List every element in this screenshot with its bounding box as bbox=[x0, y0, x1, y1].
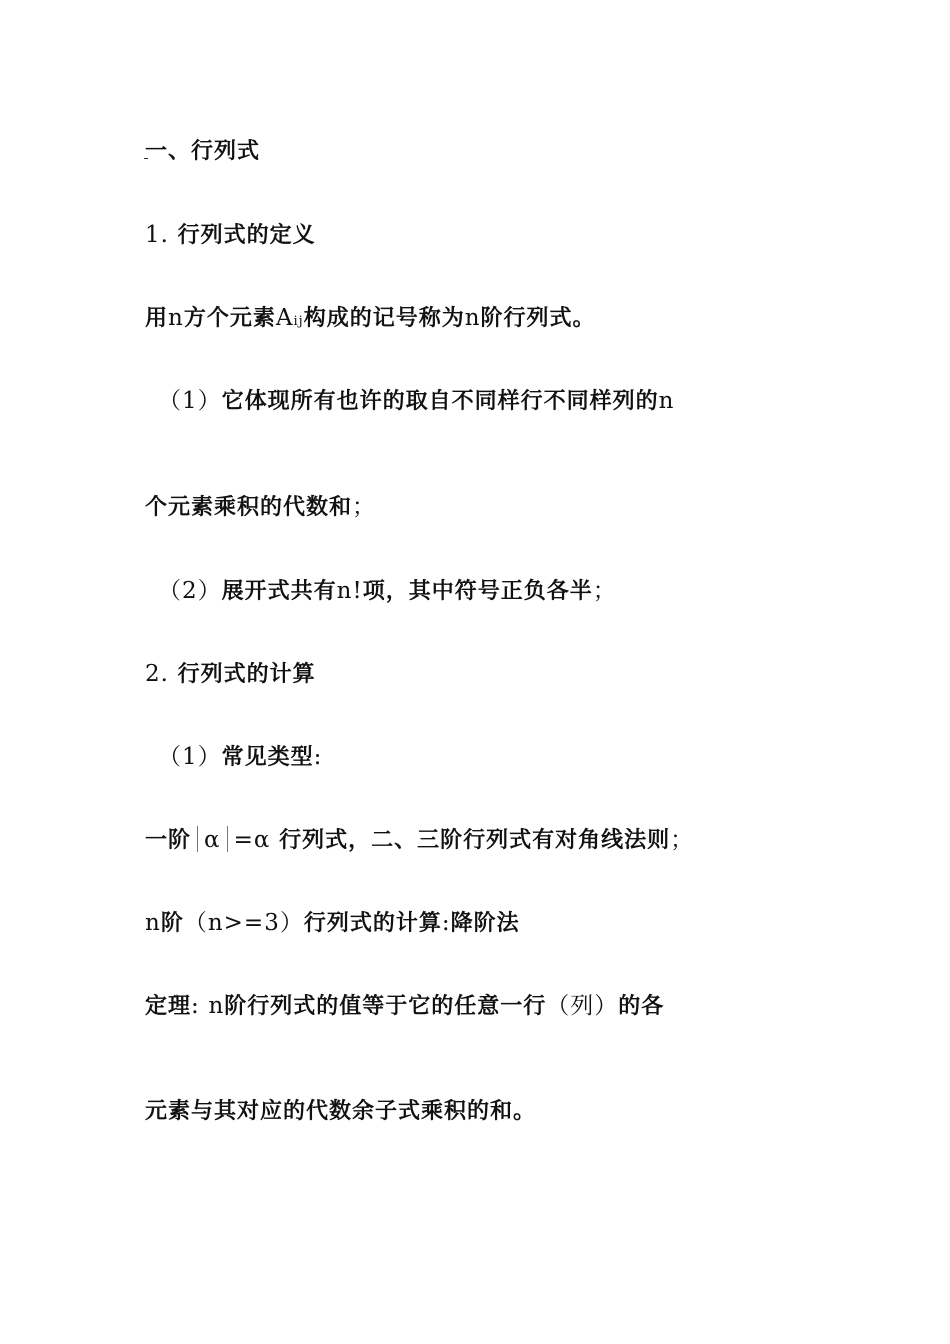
determinant-bar-left bbox=[197, 826, 198, 852]
def-subscript: ij bbox=[293, 314, 304, 329]
theorem-colon: : bbox=[191, 993, 200, 1019]
first-order-text-e: 行列式，二、三阶行列式有对角线法则 bbox=[279, 828, 671, 853]
point-2-text-b: 展开式共有 bbox=[221, 579, 337, 604]
theorem-line bbox=[145, 991, 664, 1022]
def-text-h: 阶行列式。 bbox=[480, 306, 596, 331]
n-order-colon: : bbox=[441, 910, 451, 936]
def-text-c: 方个元素 bbox=[183, 306, 276, 331]
alpha-symbol-2: α bbox=[253, 827, 271, 853]
alpha-symbol: α bbox=[204, 827, 221, 853]
n-order-method: 降阶法 bbox=[450, 911, 520, 936]
point-1-semicolon: ； bbox=[352, 494, 377, 520]
point-2-text-d: 项，其中符号正负各半 bbox=[362, 579, 593, 604]
point-1-continued-text: 个元素乘积的代数和 bbox=[145, 495, 353, 520]
first-order-semicolon: ； bbox=[670, 827, 695, 853]
point-1-line bbox=[158, 386, 674, 417]
heading-text: 一、行列式 bbox=[145, 139, 261, 164]
def-symbol-a: A bbox=[275, 305, 294, 331]
first-order-line bbox=[145, 825, 694, 856]
point-2-semicolon: ； bbox=[592, 578, 617, 604]
def-text-f: 构成的记号称为 bbox=[303, 306, 465, 331]
theorem-continued bbox=[145, 1097, 536, 1127]
theorem-column: （列） bbox=[546, 993, 619, 1019]
subsection-1-text: 行列式的定义 bbox=[177, 223, 316, 248]
subsection-1-number: 1. bbox=[145, 222, 169, 248]
subsection-2-number: 2. bbox=[145, 661, 169, 687]
point-2-number: （2） bbox=[158, 578, 222, 604]
determinant-bar-right bbox=[227, 826, 228, 852]
n-order-line bbox=[145, 908, 520, 939]
equals-sign: = bbox=[233, 827, 254, 853]
point-2-factorial: n! bbox=[336, 578, 363, 604]
theorem-n: n bbox=[208, 993, 225, 1019]
theorem-text-d: 阶行列式的值等于它的任意一行 bbox=[224, 994, 547, 1019]
point-1-n: n bbox=[658, 388, 675, 414]
point-3-number: （1） bbox=[158, 744, 222, 770]
point-3-colon: : bbox=[313, 744, 323, 770]
theorem-text-f: 的各 bbox=[618, 994, 665, 1019]
subsection-2-text: 行列式的计算 bbox=[177, 662, 316, 687]
def-text-a: 用 bbox=[145, 306, 169, 331]
section-heading bbox=[145, 137, 260, 167]
subsection-2-title bbox=[145, 659, 316, 690]
theorem-label: 定理 bbox=[145, 994, 192, 1019]
def-n: n bbox=[168, 305, 184, 331]
point-3-text: 常见类型 bbox=[221, 745, 314, 770]
def-n-2: n bbox=[464, 305, 481, 331]
point-1-text: 它体现所有也许的取自不同样行不同样列的 bbox=[221, 389, 659, 414]
point-1-continued bbox=[145, 492, 376, 523]
first-order-text: 一阶 bbox=[145, 828, 192, 853]
n-order-text-d: 行列式的计算 bbox=[303, 911, 442, 936]
n-order-condition: （n>=3） bbox=[183, 910, 304, 936]
definition-line bbox=[145, 303, 596, 337]
theorem-continued-text: 元素与其对应的代数余子式乘积的和。 bbox=[145, 1099, 537, 1124]
subsection-1-title bbox=[145, 220, 316, 251]
point-2-line bbox=[158, 576, 617, 607]
n-order-n: n bbox=[145, 910, 161, 936]
n-order-text-b: 阶 bbox=[160, 911, 184, 936]
point-1-number: （1） bbox=[158, 388, 222, 414]
point-3-line bbox=[158, 742, 322, 773]
